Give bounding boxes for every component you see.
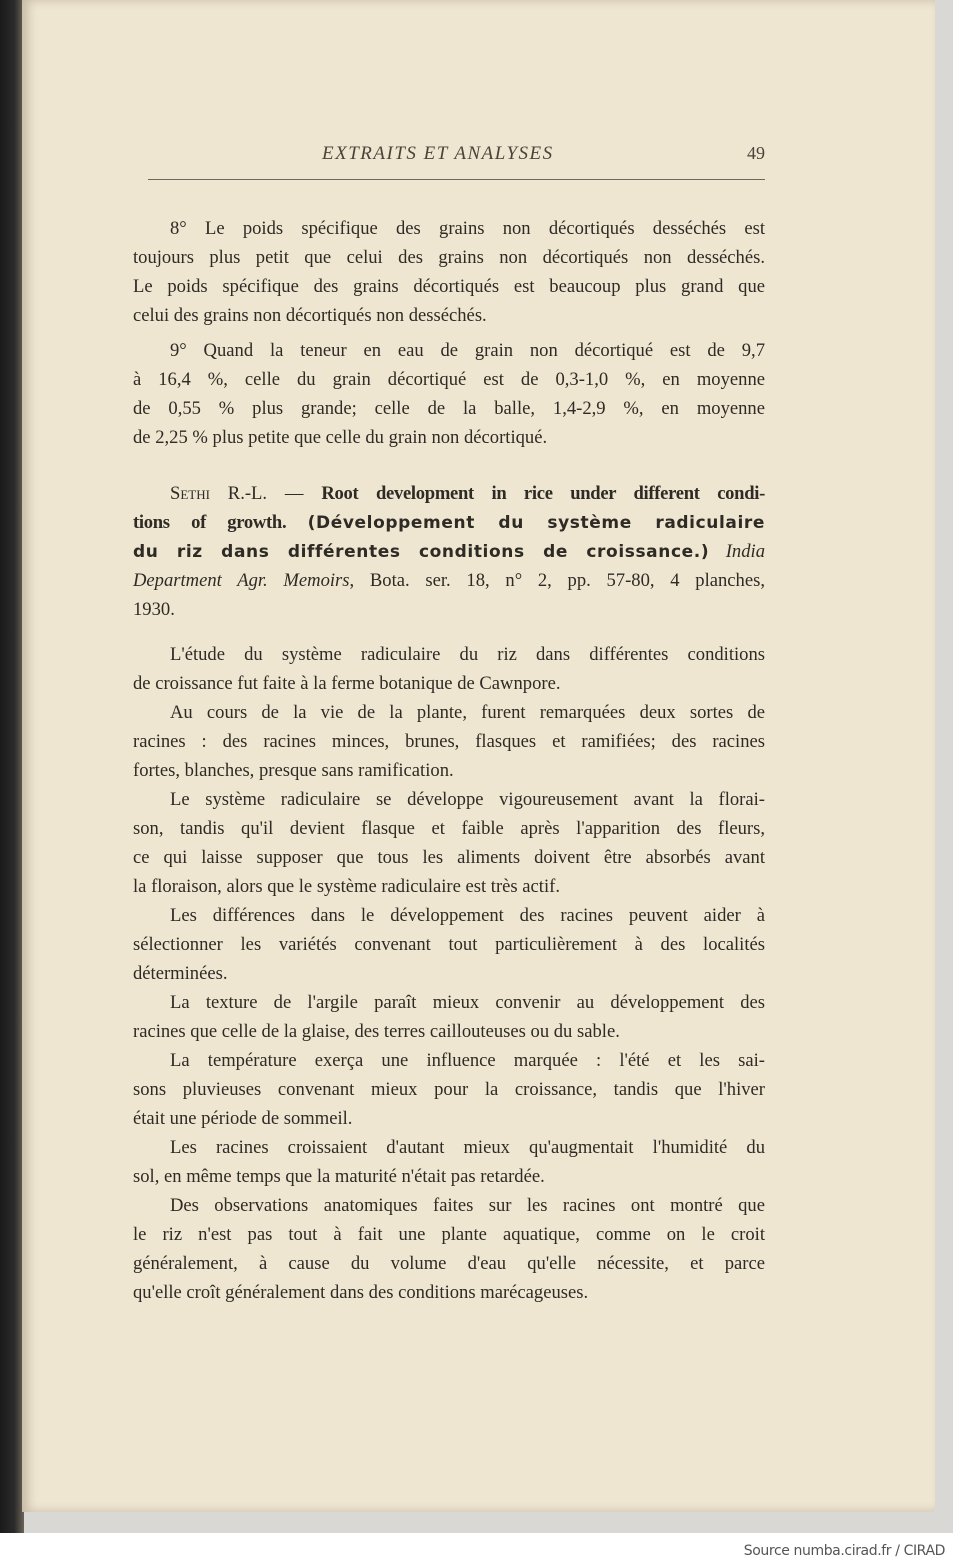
text-segment: Root development in rice under different condi- <box>321 483 765 504</box>
text-segment: Department Agr. Memoirs <box>133 570 350 591</box>
text-segment: tions of growth. <box>133 512 308 533</box>
text-line <box>133 1104 765 1133</box>
text-line <box>133 872 765 901</box>
text-line <box>133 595 765 624</box>
text-segment: racines : des racines minces, brunes, flasques et ramifiées; des racines <box>133 731 765 752</box>
text-line <box>133 301 765 330</box>
text-segment: du riz dans différentes conditions de croissance.) <box>133 542 710 562</box>
paragraph <box>133 785 765 901</box>
text-line <box>133 756 765 785</box>
text-segment: fortes, blanches, presque sans ramification. <box>133 760 454 781</box>
text-line <box>133 365 765 394</box>
paragraph <box>133 336 765 452</box>
text-segment: (Développement du système radiculaire <box>307 513 766 533</box>
text-line <box>133 930 765 959</box>
text-segment: le riz n'est pas tout à fait une plante aquatique, comme on le croit <box>133 1224 765 1245</box>
text-line <box>133 814 765 843</box>
text-segment: de croissance fut faite à la ferme botanique de Cawnpore. <box>133 673 561 694</box>
text-segment: à 16,4 %, celle du grain décortiqué est de 0,3-1,0 %, en moyenne <box>133 369 765 390</box>
paragraph <box>133 640 765 698</box>
text-segment: déterminées. <box>133 963 228 984</box>
header-rule <box>148 179 765 180</box>
paragraph <box>133 214 765 330</box>
text-segment: 9° Quand la teneur en eau de grain non décortiqué est de 9,7 <box>170 340 765 361</box>
text-segment: Les différences dans le développement des racines peuvent aider à <box>170 905 765 926</box>
text-line <box>133 508 765 537</box>
body-text <box>133 214 765 1307</box>
text-segment: Sethi R.-L. — <box>170 483 322 504</box>
text-segment: Des observations anatomiques faites sur les racines ont montré que <box>170 1195 765 1216</box>
text-segment: était une période de sommeil. <box>133 1108 353 1129</box>
text-segment: son, tandis qu'il devient flasque et faible après l'apparition des fleurs, <box>133 818 765 839</box>
text-segment: ce qui laisse supposer que tous les aliments doivent être absorbés avant <box>133 847 765 868</box>
text-line <box>133 727 765 756</box>
book-binding <box>0 0 24 1533</box>
text-segment: Au cours de la vie de la plante, furent remarquées deux sortes de <box>170 702 765 723</box>
text-line <box>133 1133 765 1162</box>
page-number: 49 <box>747 143 765 163</box>
text-line <box>133 785 765 814</box>
text-line <box>133 1278 765 1307</box>
text-segment: Le poids spécifique des grains décortiqués est beaucoup plus grand que <box>133 276 765 297</box>
text-segment: L'étude du système radiculaire du riz dans différentes conditions <box>170 644 765 665</box>
text-line <box>133 214 765 243</box>
paragraph <box>133 698 765 785</box>
text-line <box>133 243 765 272</box>
text-line <box>133 1162 765 1191</box>
text-line <box>133 1046 765 1075</box>
text-segment: la floraison, alors que le système radiculaire est très actif. <box>133 876 560 897</box>
paragraph <box>133 901 765 988</box>
text-line <box>133 479 765 508</box>
source-credit: Source numba.cirad.fr / CIRAD <box>743 1543 945 1559</box>
text-line <box>133 1075 765 1104</box>
text-line <box>133 988 765 1017</box>
text-segment: Le système radiculaire se développe vigoureusement avant la florai- <box>170 789 765 810</box>
text-line <box>133 843 765 872</box>
paragraph <box>133 1133 765 1191</box>
text-segment: , Bota. ser. 18, n° 2, pp. 57-80, 4 planches, <box>349 570 765 591</box>
text-line <box>133 640 765 669</box>
text-segment: sons pluvieuses convenant mieux pour la croissance, tandis que l'hiver <box>133 1079 765 1100</box>
text-segment: de 2,25 % plus petite que celle du grain non décortiqué. <box>133 427 548 448</box>
text-segment: de 0,55 % plus grande; celle de la balle, 1,4-2,9 %, en moyenne <box>133 398 765 419</box>
text-line <box>133 1017 765 1046</box>
text-segment: 8° Le poids spécifique des grains non décortiqués desséchés est <box>170 218 765 239</box>
running-header <box>0 143 953 169</box>
text-line <box>133 959 765 988</box>
text-segment: La texture de l'argile paraît mieux convenir au développement des <box>170 992 765 1013</box>
text-segment: qu'elle croît généralement dans des conditions marécageuses. <box>133 1282 589 1303</box>
text-line <box>133 669 765 698</box>
running-title: EXTRAITS ET ANALYSES <box>322 143 554 164</box>
paragraph <box>133 988 765 1046</box>
text-line <box>133 901 765 930</box>
text-line <box>133 537 765 566</box>
text-segment: India <box>709 541 765 562</box>
text-line <box>133 1191 765 1220</box>
text-line <box>133 394 765 423</box>
text-line <box>133 336 765 365</box>
text-line <box>133 1220 765 1249</box>
text-segment: celui des grains non décortiqués non desséchés. <box>133 305 487 326</box>
text-segment: Les racines croissaient d'autant mieux qu'augmentait l'humidité du <box>170 1137 765 1158</box>
paragraph <box>133 1191 765 1307</box>
text-line <box>133 423 765 452</box>
text-line <box>133 566 765 595</box>
text-segment: 1930. <box>133 599 175 620</box>
text-segment: toujours plus petit que celui des grains non décortiqués non desséchés. <box>133 247 765 268</box>
text-segment: sol, en même temps que la maturité n'était pas retardée. <box>133 1166 545 1187</box>
text-line <box>133 698 765 727</box>
paragraph <box>133 1046 765 1133</box>
text-segment: La température exerça une influence marquée : l'été et les sai- <box>170 1050 765 1071</box>
text-segment: racines que celle de la glaise, des terres caillouteuses ou du sable. <box>133 1021 620 1042</box>
text-segment: généralement, à cause du volume d'eau qu'elle nécessite, et parce <box>133 1253 765 1274</box>
text-segment: sélectionner les variétés convenant tout particulièrement à des localités <box>133 934 765 955</box>
text-line <box>133 1249 765 1278</box>
text-line <box>133 272 765 301</box>
bibliographic-entry <box>133 479 765 624</box>
